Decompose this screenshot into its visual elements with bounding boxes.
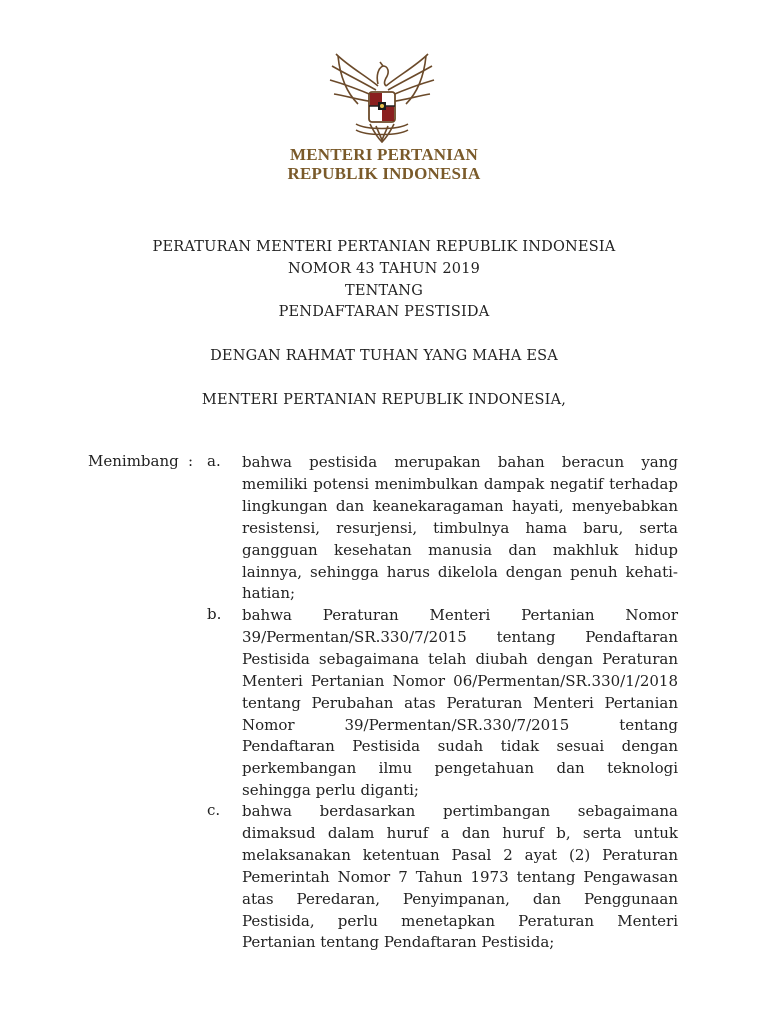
considering-label: Menimbang bbox=[88, 452, 179, 470]
item-letter-a: a. bbox=[207, 452, 221, 470]
item-letter-b: b. bbox=[207, 605, 222, 623]
item-text-c: bahwa berdasarkan pertimbangan sebagaimana dimaksud dalam huruf a dan huruf b, serta untuk melaksanakan ketentuan Pasal 2 ayat (2) Peraturan Pemerintah Nomor 7 Tahun 1973 tentang Pengawasan atas Peredaran, Penyimpanan, dan Penggunaan Pestisida, perlu menetapkan Peraturan Menteri Pertanian tentang Pendaftaran Pestisida; bbox=[242, 802, 678, 952]
considering-colon: : bbox=[188, 452, 194, 470]
garuda-emblem-icon bbox=[326, 46, 438, 146]
ministry-title-line2: REPUBLIK INDONESIA bbox=[287, 164, 481, 183]
item-letter-c: c. bbox=[207, 801, 221, 819]
item-text-b: bahwa Peraturan Menteri Pertanian Nomor 39/Permentan/SR.330/7/2015 tentang Pendaftaran Pestisida sebagaimana telah diubah dengan Peraturan Menteri Pertanian Nomor 06/Permentan/SR.330/1/2018 tentang Perubahan atas Peraturan Menteri Pertanian Nomor 39/Permentan/SR.330/7/2015 tentang Pendaftaran Pestisida sudah tidak sesuai dengan perkembangan ilmu pengetahuan dan teknologi sehingga perlu diganti; bbox=[242, 606, 678, 800]
item-text-a: bahwa pestisida merupakan bahan beracun yang memiliki potensi menimbulkan dampak negatif terhadap lingkungan dan keanekaragaman hayati, menyebabkan resistensi, resurjensi, timbulnya hama baru, serta gangguan kesehatan manusia dan makhluk hidup lainnya, sehingga harus dikelola dengan penuh kehati-hatian; bbox=[242, 453, 678, 603]
ministry-title-line1: MENTERI PERTANIAN bbox=[289, 145, 479, 164]
regulation-number: NOMOR 43 TAHUN 2019 bbox=[287, 261, 481, 277]
regulation-subject: PENDAFTARAN PESTISIDA bbox=[278, 304, 490, 320]
regulation-title: PERATURAN MENTERI PERTANIAN REPUBLIK INDONESIA bbox=[152, 239, 616, 255]
regulation-about: TENTANG bbox=[345, 283, 423, 299]
minister-heading: MENTERI PERTANIAN REPUBLIK INDONESIA, bbox=[201, 392, 567, 408]
invocation: DENGAN RAHMAT TUHAN YANG MAHA ESA bbox=[210, 348, 558, 364]
